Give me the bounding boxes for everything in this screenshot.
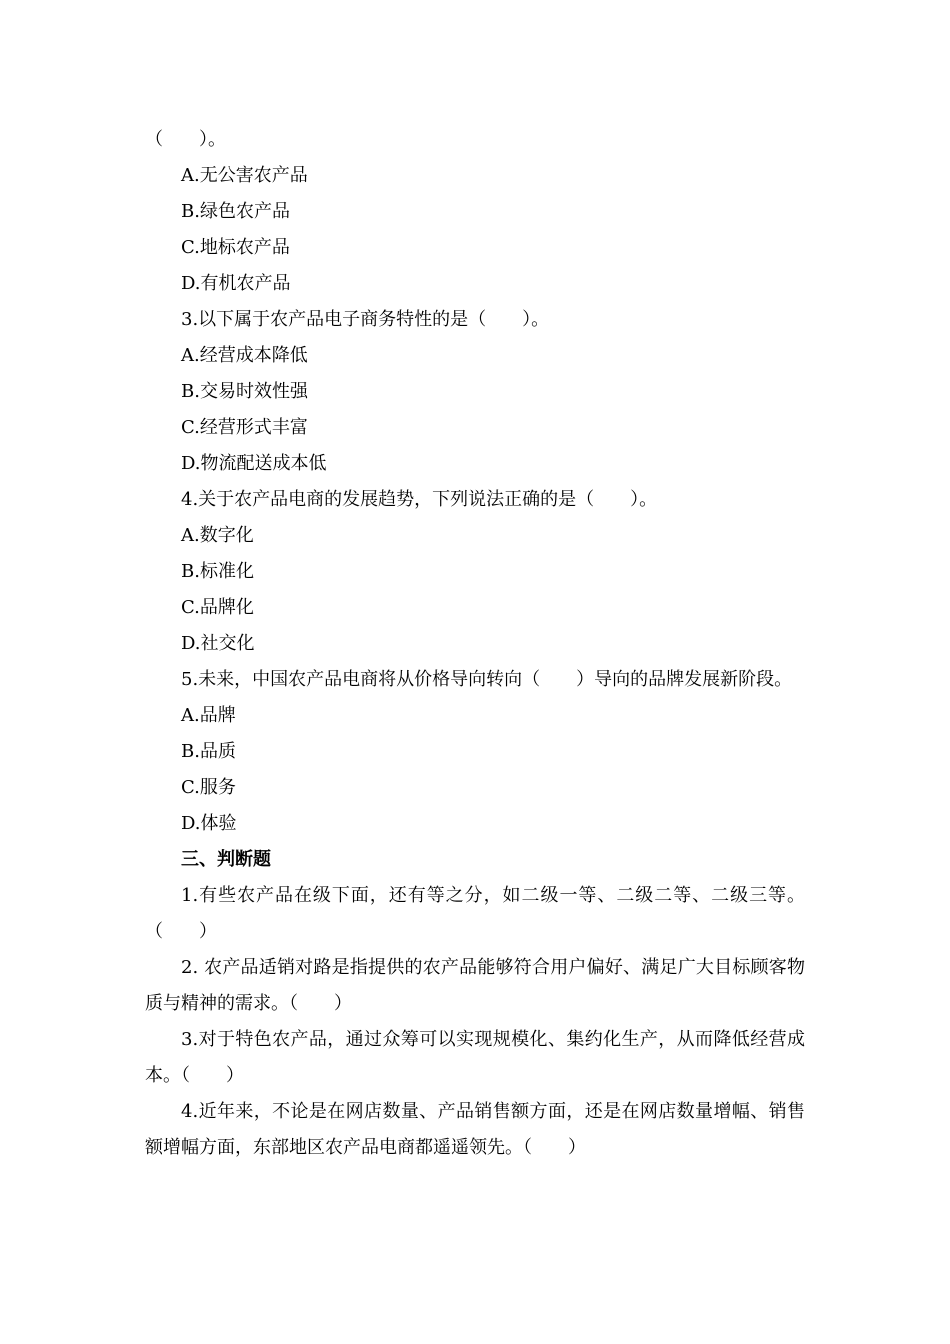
q2-option-c: C.地标农产品 bbox=[181, 237, 290, 258]
q5-option-a: A.品牌 bbox=[181, 705, 236, 726]
judge-item-3: 3.对于特色农产品，通过众筹可以实现规模化、集约化生产，从而降低经营成本。（ ） bbox=[145, 1029, 805, 1086]
q4-option-d: D.社交化 bbox=[181, 633, 255, 654]
q3-option-c: C.经营形式丰富 bbox=[181, 417, 308, 438]
q5-stem: 5.未来，中国农产品电商将从价格导向转向（ ）导向的品牌发展新阶段。 bbox=[181, 669, 793, 690]
q5-option-b: B.品质 bbox=[181, 741, 236, 762]
judge-item-1: 1.有些农产品在级下面，还有等之分，如二级一等、二级二等、二级三等。（ ） bbox=[145, 885, 805, 942]
q3-stem: 3.以下属于农产品电子商务特性的是（ ）。 bbox=[181, 309, 550, 330]
q3-option-d: D.物流配送成本低 bbox=[181, 453, 327, 474]
q2-option-a: A.无公害农产品 bbox=[181, 165, 308, 186]
q4-option-c: C.品牌化 bbox=[181, 597, 254, 618]
q4-stem: 4.关于农产品电商的发展趋势，下列说法正确的是（ ）。 bbox=[181, 489, 658, 510]
judge-item-2: 2. 农产品适销对路是指提供的农产品能够符合用户偏好、满足广大目标顾客物质与精神的需求。（ ） bbox=[145, 957, 805, 1014]
q2-option-d: D.有机农产品 bbox=[181, 273, 291, 294]
document-content bbox=[145, 122, 805, 1166]
q2-tail: （ ）。 bbox=[145, 129, 226, 150]
section-3-title: 三、判断题 bbox=[181, 849, 271, 870]
q5-option-d: D.体验 bbox=[181, 813, 237, 834]
q4-option-a: A.数字化 bbox=[181, 525, 254, 546]
judge-item-4: 4.近年来，不论是在网店数量、产品销售额方面，还是在网店数量增幅、销售额增幅方面，东部地区农产品电商都遥遥领先。（ ） bbox=[145, 1101, 805, 1158]
q4-option-b: B.标准化 bbox=[181, 561, 254, 582]
q3-option-a: A.经营成本降低 bbox=[181, 345, 308, 366]
q2-option-b: B.绿色农产品 bbox=[181, 201, 290, 222]
q5-option-c: C.服务 bbox=[181, 777, 236, 798]
q3-option-b: B.交易时效性强 bbox=[181, 381, 308, 402]
